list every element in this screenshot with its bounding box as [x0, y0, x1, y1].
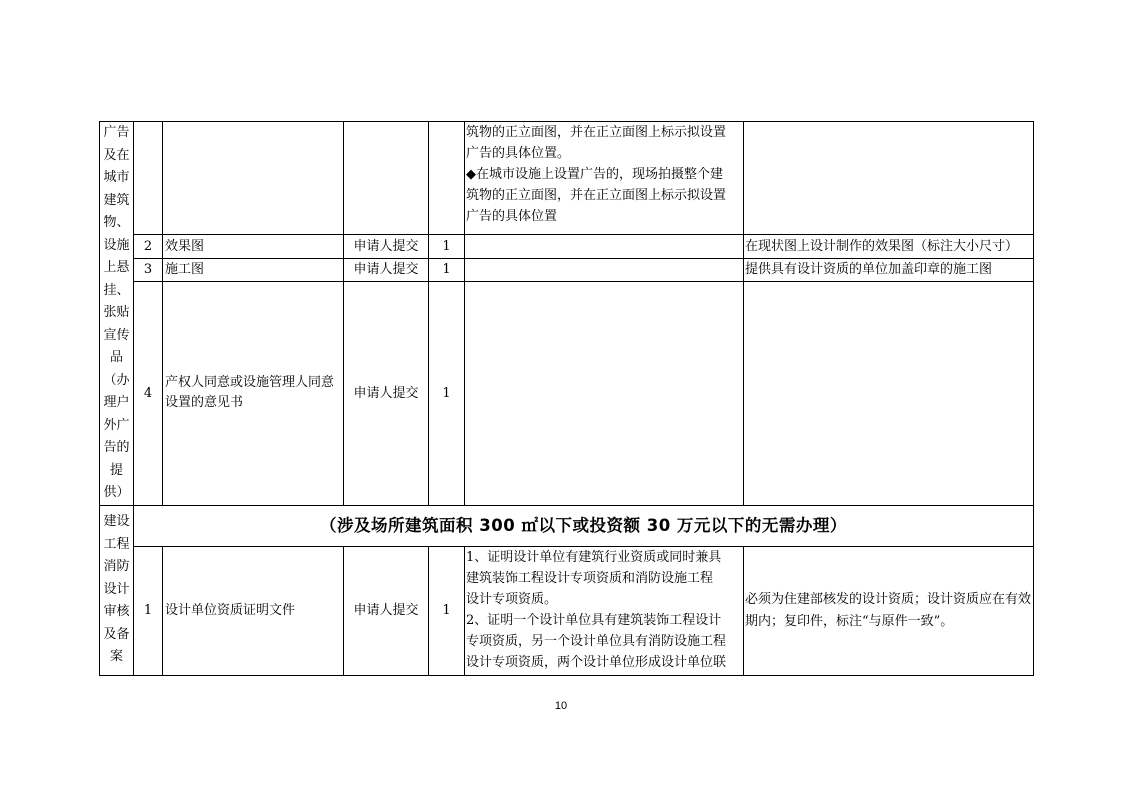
requirement-line: 建筑装饰工程设计专项资质和消防设施工程 [466, 570, 714, 586]
table-row [100, 546, 1034, 675]
copies-cell: 1 [429, 281, 465, 505]
requirements-cell [465, 122, 744, 235]
notes-cell: 必须为住建部核发的设计资质；设计资质应在有效期内；复印件，标注“与原件一致”。 [744, 546, 1034, 675]
name-cell: 产权人同意或设施管理人同意设置的意见书 [163, 281, 344, 505]
no-cell: 3 [134, 258, 163, 281]
copies-cell [429, 122, 465, 235]
requirements-cell [465, 546, 744, 675]
table-row [100, 258, 1034, 281]
no-cell: 2 [134, 235, 163, 258]
requirement-line: 2、证明一个设计单位具有建筑装饰工程设计 [466, 612, 722, 628]
table-row [100, 281, 1034, 505]
no-cell: 1 [134, 546, 163, 675]
category-cell: 建设工程消防设计审核及备案 [100, 505, 134, 675]
scope-banner: （涉及场所建筑面积 300 ㎡以下或投资额 30 万元以下的无需办理） [134, 505, 1034, 546]
notes-cell [744, 122, 1034, 235]
table-row [100, 235, 1034, 258]
name-cell: 效果图 [163, 235, 344, 258]
copies-cell: 1 [429, 235, 465, 258]
name-cell [163, 122, 344, 235]
requirement-line: ◆在城市设施上设置广告的，现场拍摄整个建 [466, 167, 723, 182]
requirement-line: 设计专项资质。 [466, 591, 558, 607]
requirement-line: 广告的具体位置。 [466, 146, 571, 161]
category-cell: 广告及在城市建筑物、设施上悬挂、张贴宣传品（办理户外广告的提供） [100, 122, 134, 506]
notes-cell [744, 281, 1034, 505]
document-table-area [99, 121, 1033, 676]
no-cell [134, 122, 163, 235]
source-cell: 申请人提交 [344, 258, 429, 281]
requirement-line: 筑物的正立面图，并在正立面图上标示拟设置 [466, 188, 727, 203]
no-cell: 4 [134, 281, 163, 505]
source-cell: 申请人提交 [344, 281, 429, 505]
notes-cell: 提供具有设计资质的单位加盖印章的施工图 [744, 258, 1034, 281]
requirement-line: 筑物的正立面图，并在正立面图上标示拟设置 [466, 125, 727, 140]
source-cell: 申请人提交 [344, 235, 429, 258]
page-number: 10 [554, 700, 568, 712]
requirement-line: 1、证明设计单位有建筑行业资质或同时兼具 [466, 549, 722, 565]
notes-cell: 在现状图上设计制作的效果图（标注大小尺寸） [744, 235, 1034, 258]
requirement-line: 广告的具体位置 [466, 209, 558, 224]
table-row [100, 505, 1034, 546]
source-cell: 申请人提交 [344, 546, 429, 675]
source-cell [344, 122, 429, 235]
requirements-cell [465, 258, 744, 281]
copies-cell: 1 [429, 258, 465, 281]
materials-table [99, 121, 1034, 676]
name-cell: 施工图 [163, 258, 344, 281]
requirement-line: 设计专项资质，两个设计单位形成设计单位联 [466, 654, 727, 670]
copies-cell: 1 [429, 546, 465, 675]
requirements-cell [465, 235, 744, 258]
name-cell: 设计单位资质证明文件 [163, 546, 344, 675]
requirements-cell [465, 281, 744, 505]
table-row [100, 122, 1034, 235]
requirement-line: 专项资质，另一个设计单位具有消防设施工程 [466, 633, 727, 649]
